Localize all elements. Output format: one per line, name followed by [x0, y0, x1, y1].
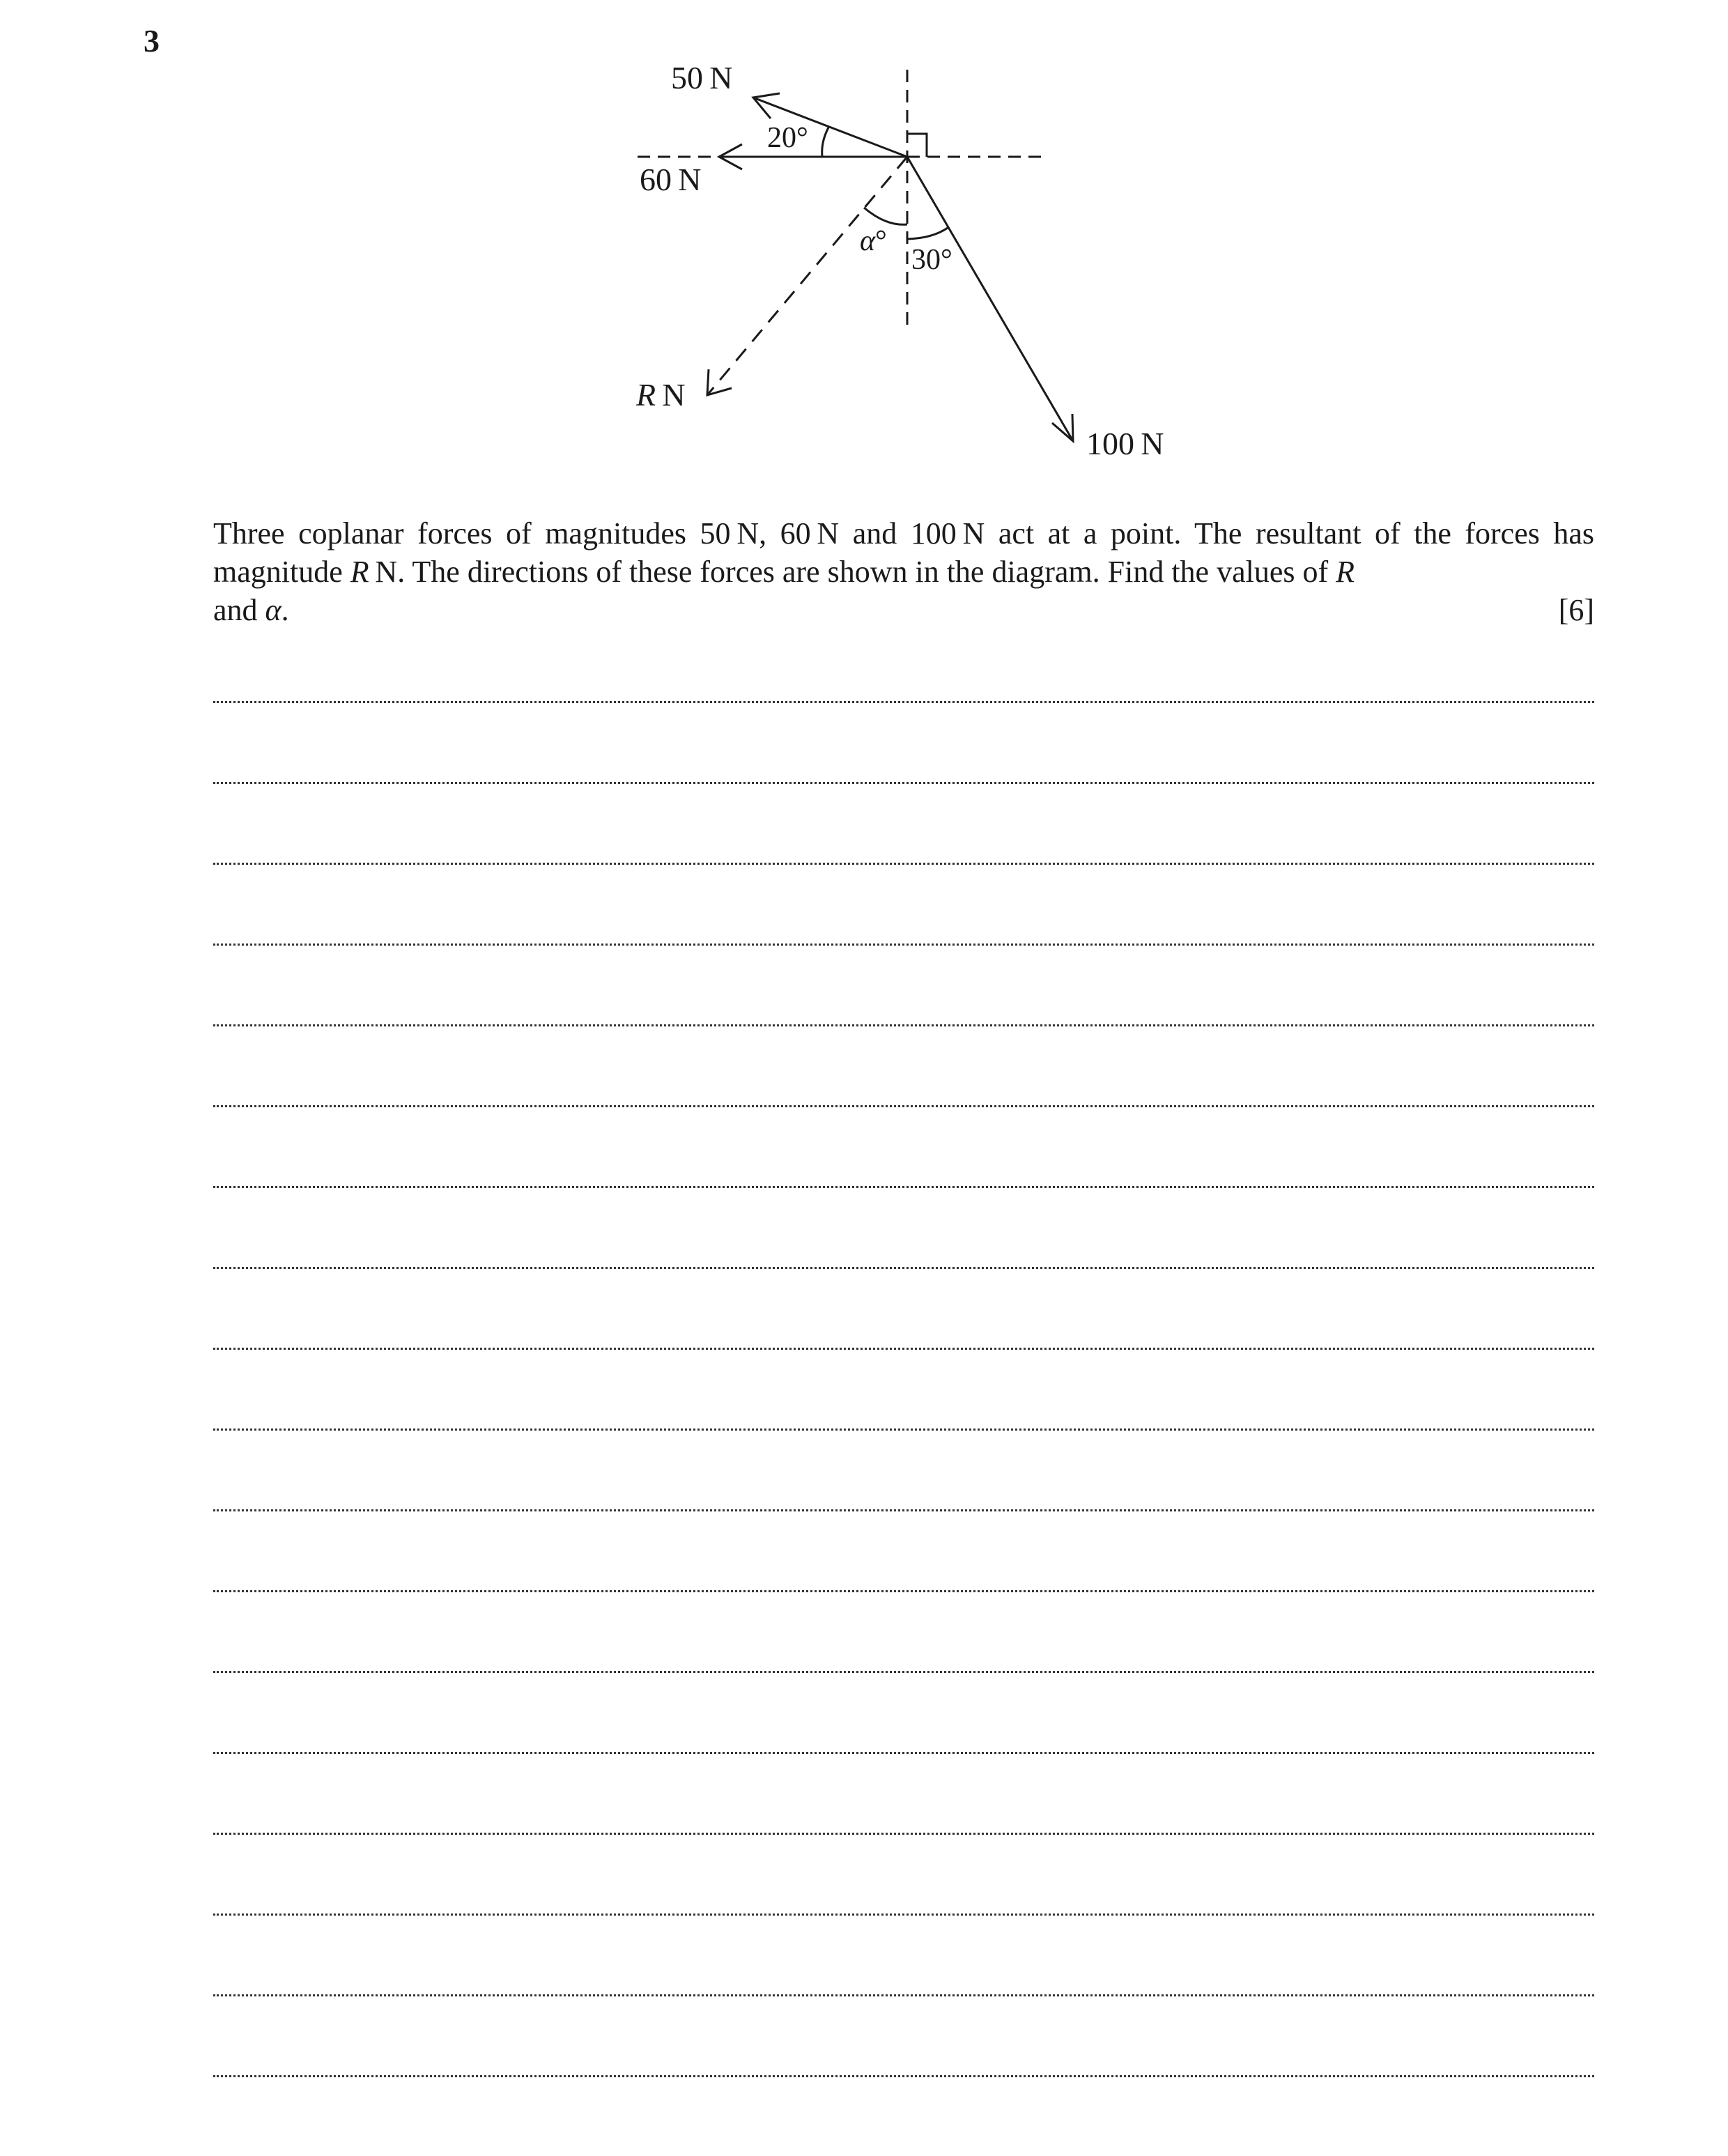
label-angle-alpha-var: α: [860, 225, 876, 257]
label-resultant-var: R: [636, 377, 656, 413]
answer-line[interactable]: [213, 1833, 1594, 1835]
answer-line[interactable]: [213, 1671, 1594, 1673]
answer-line[interactable]: [213, 944, 1594, 946]
answer-line[interactable]: [213, 782, 1594, 784]
label-60-newton: 60 N: [640, 162, 702, 197]
answer-line[interactable]: [213, 1186, 1594, 1188]
question-variable-alpha: α: [265, 593, 281, 627]
angle-alpha-arc: [864, 208, 907, 224]
label-angle-30: 30°: [911, 244, 952, 276]
answer-line[interactable]: [213, 1752, 1594, 1754]
answer-line[interactable]: [213, 1105, 1594, 1107]
question-text: [213, 514, 1594, 629]
force-diagram: [0, 0, 1728, 488]
force-100-arrowhead: [1052, 414, 1073, 441]
answer-line[interactable]: [213, 1348, 1594, 1350]
answer-line[interactable]: [213, 1994, 1594, 1996]
answer-line[interactable]: [213, 863, 1594, 865]
question-text-part-4: .: [281, 593, 289, 627]
label-resultant-unit: N: [656, 377, 686, 413]
label-angle-20: 20°: [767, 122, 808, 154]
answer-line[interactable]: [213, 1267, 1594, 1269]
force-100-line: [907, 157, 1073, 441]
label-angle-alpha: [860, 225, 887, 257]
question-text-part-3: and: [213, 593, 265, 627]
answer-line[interactable]: [213, 1429, 1594, 1431]
label-100-newton: 100 N: [1086, 426, 1164, 461]
angle-30-arc: [907, 228, 948, 239]
answer-line[interactable]: [213, 1509, 1594, 1511]
answer-line[interactable]: [213, 2075, 1594, 2077]
angle-20-arc: [822, 128, 828, 157]
answer-line[interactable]: [213, 1590, 1594, 1592]
label-angle-alpha-unit: °: [875, 225, 887, 257]
label-50-newton: 50 N: [671, 60, 733, 95]
question-text-part-1: Three coplanar forces of magnitudes 50 N, 60 N and 100 N act at a point. The resultant of the forces has magnitude: [213, 516, 1594, 589]
question-number: 3: [144, 23, 160, 59]
question-variable-r-second: R: [1336, 555, 1355, 589]
answer-line[interactable]: [213, 1914, 1594, 1916]
answer-line[interactable]: [213, 701, 1594, 703]
question-text-part-2: N. The directions of these forces are shown in the diagram. Find the values of: [369, 555, 1336, 589]
resultant-line: [707, 157, 907, 395]
answer-area[interactable]: [213, 701, 1594, 2156]
right-angle-marker: [907, 134, 927, 157]
label-resultant: [635, 377, 686, 413]
marks-allocation: [6]: [1558, 593, 1594, 627]
question-variable-r: R: [350, 555, 369, 589]
answer-line[interactable]: [213, 1024, 1594, 1026]
